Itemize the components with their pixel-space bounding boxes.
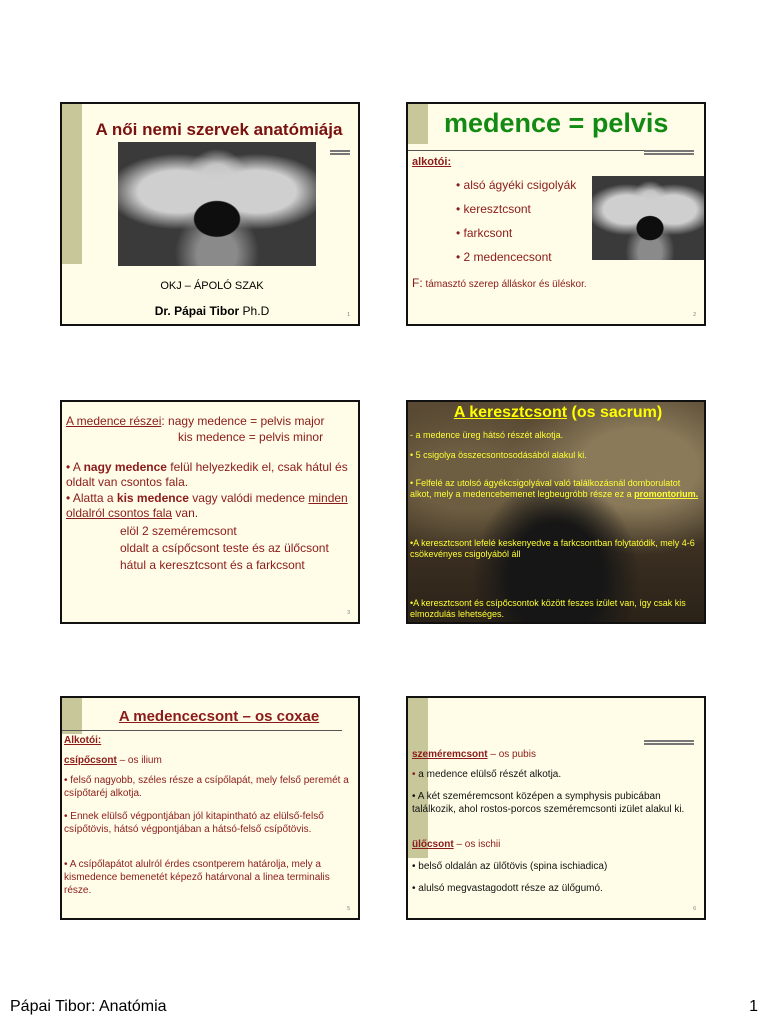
text: – os ischii bbox=[453, 839, 501, 850]
term-promontorium: promontorium. bbox=[634, 489, 699, 499]
text: – os pubis bbox=[487, 749, 536, 760]
heading-pubis bbox=[412, 748, 704, 761]
slide-subtitle: OKJ – ÁPOLÓ SZAK bbox=[160, 280, 264, 292]
bullet: • Ennek elülső végpontjában jól kitapintható az elülső-felső csípőtövis, hátsó végpontjában a hátsó-felső csípőtövis. bbox=[64, 811, 324, 835]
bullet: • felső nagyobb, széles része a csípőlapát, mely felső peremét a csípőtaréj alkotja. bbox=[64, 775, 349, 799]
bullet: •A keresztcsont és csípőcsontok között feszes izület van, így csak kis elmozdulás lehetséges. bbox=[410, 598, 686, 619]
slide-title bbox=[408, 404, 706, 422]
slide-number: 1 bbox=[347, 312, 350, 318]
slide-sidebar bbox=[408, 104, 428, 144]
parts-minor: kis medence = pelvis minor bbox=[178, 430, 324, 444]
term-szemeremcsont: szeméremcsont bbox=[412, 749, 488, 760]
slide-4 bbox=[406, 400, 706, 624]
text: felül helyezkedik el, csak hátul és oldalt van csontos fala. bbox=[66, 460, 348, 489]
slide-title: A női nemi szervek anatómiája bbox=[95, 120, 343, 139]
term-csipocsont: csípőcsont bbox=[64, 755, 117, 766]
slide-2 bbox=[406, 102, 706, 326]
pelvis-xray-image bbox=[592, 176, 706, 260]
bullet bbox=[410, 478, 704, 500]
pelvis-xray-image bbox=[118, 142, 316, 266]
bullet bbox=[412, 768, 704, 781]
bullet: • alulsó megvastagodott része az ülőgumó. bbox=[412, 883, 603, 894]
bullet: • A csípőlapátot alulról érdes csontperem határolja, mely a kismedence bemenetét képező határvonal a linea terminalis része. bbox=[64, 859, 330, 896]
heading-ischii bbox=[412, 838, 704, 851]
list-item: • keresztcsont bbox=[456, 202, 531, 216]
list-item: • alsó ágyéki csigolyák bbox=[456, 178, 577, 192]
slide-number: 6 bbox=[693, 906, 696, 912]
decoration-lines bbox=[644, 150, 694, 154]
footer-page-number: 1 bbox=[749, 998, 758, 1015]
text: • Felfelé az utolsó ágyékcsigolyával való találkozásnál domborulatot alkot, mely a medencebemenet legbeugróbb része ez a bbox=[410, 478, 681, 499]
bullet: • belső oldalán az ülőtövis (spina ischiadica) bbox=[412, 861, 608, 872]
list-item: • 2 medencecsont bbox=[456, 250, 552, 264]
term-kis-medence: kis medence bbox=[116, 491, 189, 505]
slide-sidebar bbox=[62, 698, 82, 734]
bullet: • A két szeméremcsont középen a symphysis pubicában találkozik, ahol rostos-porcos szeméremcsonti izület alakul ki. bbox=[412, 791, 685, 815]
text: • Alatta a bbox=[66, 491, 117, 505]
underlined-text: minden oldalról csontos fala bbox=[66, 491, 348, 520]
text: – os ilium bbox=[116, 755, 162, 766]
parts-lead: A medence részei bbox=[66, 414, 162, 428]
slide-number: 3 bbox=[347, 610, 350, 616]
wall-front: elöl 2 szeméremcsont bbox=[120, 524, 237, 538]
bullet: - a medence üreg hátsó részét alkotja. bbox=[410, 430, 564, 440]
slide-6 bbox=[406, 696, 706, 920]
text: vagy valódi medence bbox=[188, 491, 309, 505]
slide-number: 2 bbox=[693, 312, 696, 318]
function-text: támasztó szerep álláskor és üléskor. bbox=[422, 279, 587, 290]
function-note bbox=[412, 276, 587, 290]
text: • A bbox=[66, 460, 84, 474]
term-ulocsont: ülőcsont bbox=[412, 839, 454, 850]
author-degree: Ph.D bbox=[239, 304, 270, 318]
paragraph-major bbox=[66, 460, 356, 490]
slide-3 bbox=[60, 400, 360, 624]
paragraph-minor bbox=[66, 491, 356, 521]
component-list bbox=[456, 178, 576, 274]
slide-number: 5 bbox=[347, 906, 350, 912]
title-rule bbox=[62, 730, 342, 731]
wall-side: oldalt a csípőcsont teste és az ülőcsont bbox=[120, 541, 329, 555]
parts-line-1 bbox=[66, 414, 356, 429]
footer-author: Pápai Tibor: Anatómia bbox=[10, 998, 167, 1015]
wall-back: hátul a keresztcsont és a farkcsont bbox=[120, 558, 305, 572]
bullet: •A keresztcsont lefelé keskenyedve a farkcsontban folytatódik, mely 4-6 csökevényes csigolyából áll bbox=[410, 538, 695, 559]
title-latin: (os sacrum) bbox=[567, 404, 663, 421]
components-label: alkotói: bbox=[412, 156, 452, 168]
slide-1 bbox=[60, 102, 360, 326]
text: a medence elülső részét alkotja. bbox=[415, 769, 562, 780]
slide-5 bbox=[60, 696, 360, 920]
term-nagy-medence: nagy medence bbox=[83, 460, 167, 474]
author-name: Dr. Pápai Tibor bbox=[154, 304, 240, 318]
decoration-lines bbox=[330, 150, 350, 154]
list-item: • farkcsont bbox=[456, 226, 513, 240]
components-label: Alkotói: bbox=[64, 735, 102, 746]
title-term: A keresztcsont bbox=[453, 404, 568, 421]
slide-sidebar bbox=[62, 104, 82, 264]
bullet: • 5 csigolya összecsontosodásából alakul ki. bbox=[410, 450, 587, 460]
function-prefix: F: bbox=[412, 276, 423, 290]
text: van. bbox=[172, 506, 199, 520]
slide-title: A medencecsont – os coxae bbox=[118, 708, 320, 725]
parts-major: : nagy medence = pelvis major bbox=[161, 414, 325, 428]
bullet-dot: • bbox=[412, 769, 416, 780]
slide-title: medence = pelvis bbox=[444, 108, 669, 138]
subheading bbox=[64, 754, 354, 767]
decoration-lines bbox=[644, 740, 694, 744]
author-line bbox=[62, 304, 360, 318]
